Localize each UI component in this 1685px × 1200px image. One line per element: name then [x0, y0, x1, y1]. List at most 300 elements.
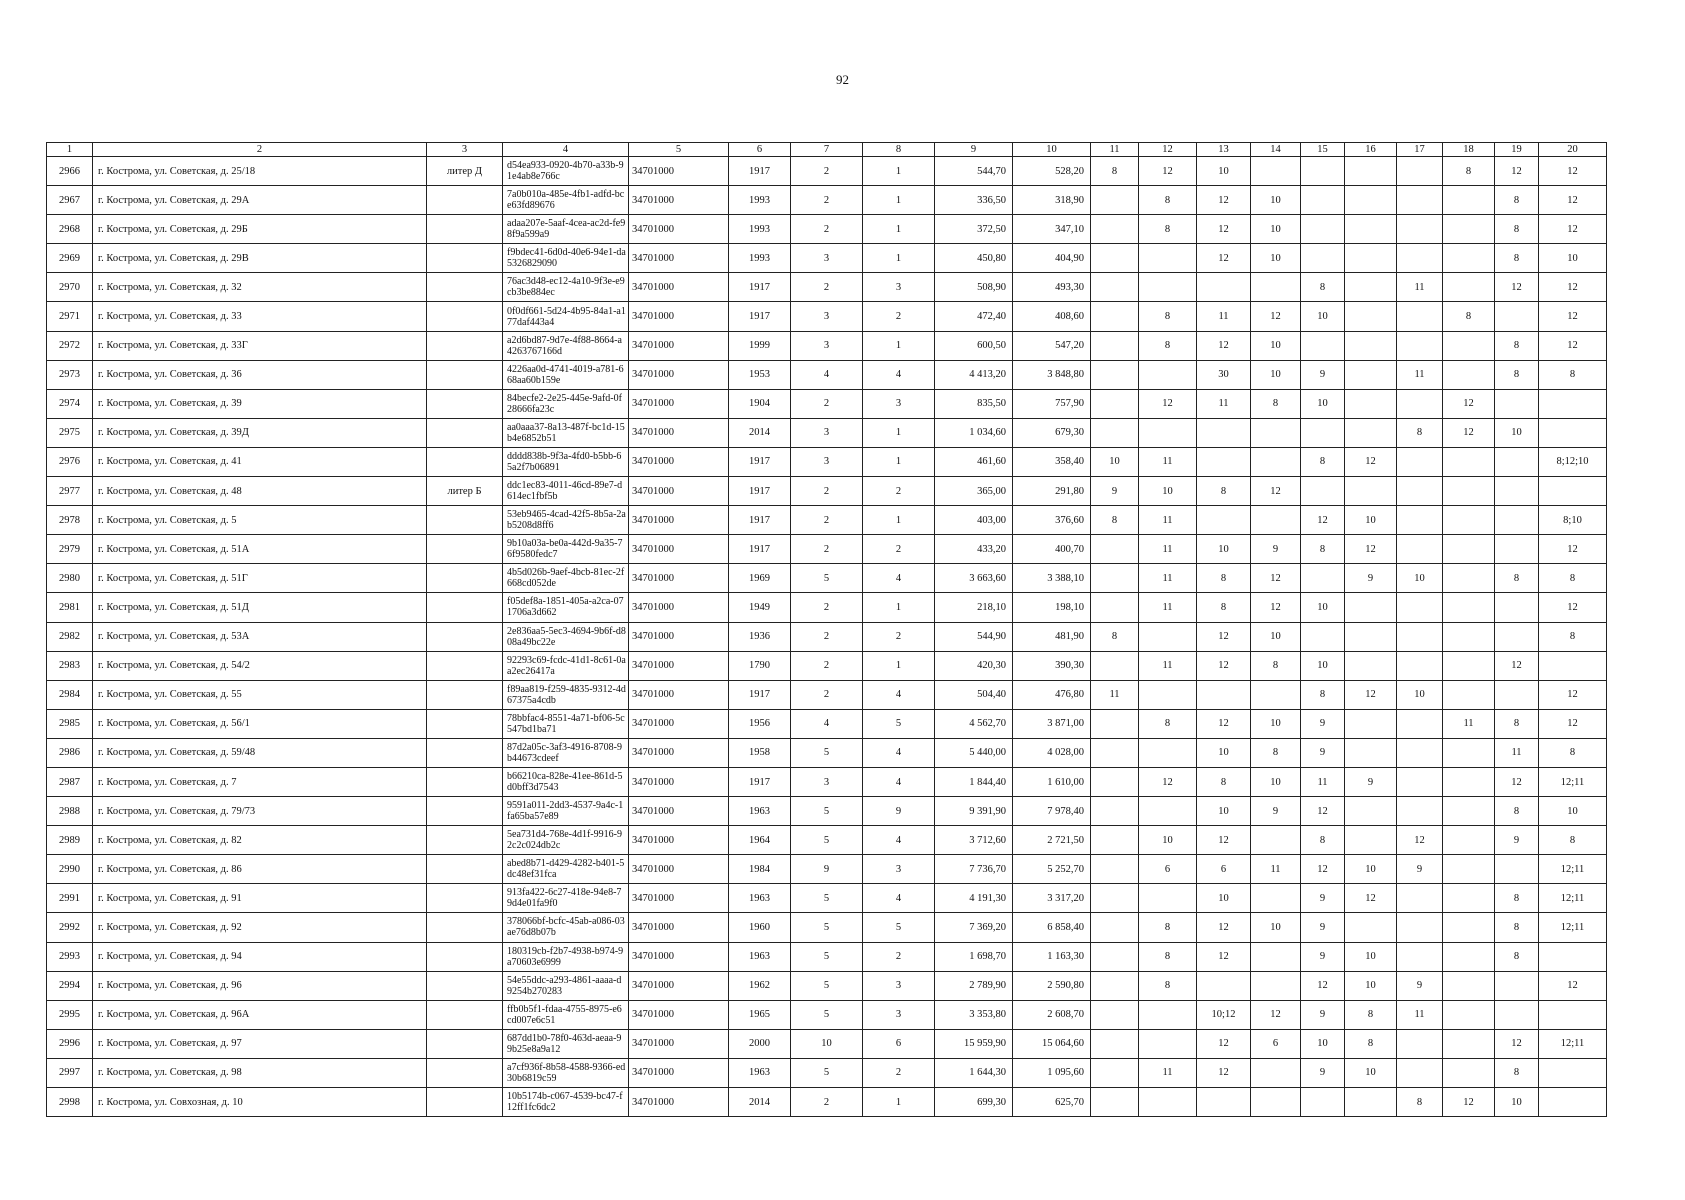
table-cell-col-1: 2996 [47, 1029, 93, 1058]
table-cell-col-17 [1397, 797, 1443, 826]
table-cell-col-10: 493,30 [1013, 273, 1091, 302]
column-header-6: 6 [729, 143, 791, 157]
table-cell-col-8: 3 [863, 971, 935, 1000]
table-cell-col-11 [1091, 913, 1139, 942]
table-cell-col-7: 10 [791, 1029, 863, 1058]
table-cell-col-16: 9 [1345, 767, 1397, 796]
column-header-11: 11 [1091, 143, 1139, 157]
table-cell-col-17 [1397, 1029, 1443, 1058]
table-row [47, 331, 1607, 360]
table-cell-col-16 [1345, 709, 1397, 738]
table-cell-col-1: 2992 [47, 913, 93, 942]
table-cell-col-7: 2 [791, 215, 863, 244]
table-cell-col-8: 3 [863, 855, 935, 884]
table-cell-col-10: 15 064,60 [1013, 1029, 1091, 1058]
table-row [47, 244, 1607, 273]
table-cell-col-18 [1443, 593, 1495, 622]
table-cell-col-15: 10 [1301, 302, 1345, 331]
table-cell-col-16 [1345, 1088, 1397, 1117]
table-cell-col-15: 9 [1301, 1000, 1345, 1029]
table-cell-col-9: 1 034,60 [935, 418, 1013, 447]
table-cell-col-12: 11 [1139, 564, 1197, 593]
table-cell-col-8: 2 [863, 535, 935, 564]
table-cell-col-1: 2986 [47, 738, 93, 767]
table-cell-col-20: 8 [1539, 564, 1607, 593]
table-cell-col-8: 1 [863, 331, 935, 360]
table-cell-col-1: 2976 [47, 447, 93, 476]
table-cell-col-9: 4 191,30 [935, 884, 1013, 913]
table-cell-col-1: 2967 [47, 186, 93, 215]
table-cell-col-15 [1301, 157, 1345, 186]
table-cell-col-11: 8 [1091, 157, 1139, 186]
table-cell-col-19 [1495, 622, 1539, 651]
table-cell-col-6: 1969 [729, 564, 791, 593]
table-cell-col-6: 1964 [729, 826, 791, 855]
table-cell-col-20: 12 [1539, 157, 1607, 186]
table-cell-col-5: 34701000 [629, 593, 729, 622]
table-cell-col-15 [1301, 215, 1345, 244]
table-cell-col-17 [1397, 913, 1443, 942]
table-cell-col-2: г. Кострома, ул. Советская, д. 51А [93, 535, 427, 564]
column-header-20: 20 [1539, 143, 1607, 157]
table-cell-col-16 [1345, 913, 1397, 942]
table-cell-col-20 [1539, 477, 1607, 506]
table-cell-col-17 [1397, 157, 1443, 186]
table-cell-col-4: 10b5174b-c067-4539-bc47-f12ff1fc6dc2 [503, 1088, 629, 1117]
table-cell-col-2: г. Кострома, ул. Советская, д. 91 [93, 884, 427, 913]
table-cell-col-19: 8 [1495, 244, 1539, 273]
table-cell-col-1: 2991 [47, 884, 93, 913]
table-cell-col-3: литер Д [427, 157, 503, 186]
table-cell-col-2: г. Кострома, ул. Советская, д. 94 [93, 942, 427, 971]
table-cell-col-11 [1091, 1000, 1139, 1029]
table-cell-col-10: 318,90 [1013, 186, 1091, 215]
table-cell-col-14 [1251, 942, 1301, 971]
table-cell-col-16 [1345, 331, 1397, 360]
table-cell-col-13: 12 [1197, 244, 1251, 273]
table-cell-col-3 [427, 1058, 503, 1087]
table-row [47, 913, 1607, 942]
table-cell-col-19: 8 [1495, 1058, 1539, 1087]
table-cell-col-6: 2000 [729, 1029, 791, 1058]
table-cell-col-14 [1251, 826, 1301, 855]
table-cell-col-8: 2 [863, 477, 935, 506]
table-cell-col-19: 8 [1495, 360, 1539, 389]
table-cell-col-20 [1539, 1088, 1607, 1117]
table-cell-col-5: 34701000 [629, 273, 729, 302]
table-cell-col-17 [1397, 738, 1443, 767]
table-cell-col-2: г. Кострома, ул. Советская, д. 29Б [93, 215, 427, 244]
table-cell-col-3 [427, 302, 503, 331]
table-cell-col-7: 5 [791, 913, 863, 942]
table-cell-col-3 [427, 215, 503, 244]
table-cell-col-11 [1091, 564, 1139, 593]
table-cell-col-10: 6 858,40 [1013, 913, 1091, 942]
table-cell-col-4: 913fa422-6c27-418e-94e8-79d4e01fa9f0 [503, 884, 629, 913]
table-cell-col-9: 372,50 [935, 215, 1013, 244]
table-row [47, 622, 1607, 651]
table-cell-col-3 [427, 738, 503, 767]
table-cell-col-11 [1091, 273, 1139, 302]
table-cell-col-12: 11 [1139, 447, 1197, 476]
table-cell-col-2: г. Кострома, ул. Советская, д. 53А [93, 622, 427, 651]
table-cell-col-16 [1345, 738, 1397, 767]
table-cell-col-7: 5 [791, 1000, 863, 1029]
table-cell-col-20: 12 [1539, 215, 1607, 244]
table-cell-col-15 [1301, 477, 1345, 506]
table-cell-col-7: 2 [791, 680, 863, 709]
table-cell-col-12 [1139, 418, 1197, 447]
table-cell-col-3 [427, 971, 503, 1000]
table-cell-col-17: 11 [1397, 1000, 1443, 1029]
table-cell-col-12: 11 [1139, 651, 1197, 680]
table-cell-col-12 [1139, 360, 1197, 389]
table-cell-col-20: 12;11 [1539, 884, 1607, 913]
table-cell-col-6: 1917 [729, 506, 791, 535]
table-cell-col-7: 3 [791, 302, 863, 331]
table-cell-col-1: 2985 [47, 709, 93, 738]
table-cell-col-16 [1345, 477, 1397, 506]
table-cell-col-17: 10 [1397, 564, 1443, 593]
table-cell-col-13: 12 [1197, 331, 1251, 360]
table-cell-col-9: 4 562,70 [935, 709, 1013, 738]
table-cell-col-20: 12 [1539, 680, 1607, 709]
table-cell-col-8: 4 [863, 826, 935, 855]
table-row [47, 157, 1607, 186]
table-cell-col-12: 12 [1139, 389, 1197, 418]
table-cell-col-16: 12 [1345, 447, 1397, 476]
column-header-10: 10 [1013, 143, 1091, 157]
table-cell-col-2: г. Кострома, ул. Советская, д. 51Г [93, 564, 427, 593]
table-cell-col-2: г. Кострома, ул. Советская, д. 39 [93, 389, 427, 418]
table-cell-col-7: 2 [791, 535, 863, 564]
table-cell-col-16: 12 [1345, 535, 1397, 564]
table-cell-col-5: 34701000 [629, 186, 729, 215]
table-cell-col-14 [1251, 447, 1301, 476]
table-cell-col-18 [1443, 826, 1495, 855]
table-cell-col-5: 34701000 [629, 244, 729, 273]
table-cell-col-2: г. Кострома, ул. Советская, д. 96 [93, 971, 427, 1000]
table-row [47, 1088, 1607, 1117]
table-cell-col-10: 1 095,60 [1013, 1058, 1091, 1087]
table-cell-col-19: 12 [1495, 1029, 1539, 1058]
table-cell-col-10: 347,10 [1013, 215, 1091, 244]
table-cell-col-12 [1139, 1088, 1197, 1117]
table-cell-col-7: 2 [791, 273, 863, 302]
table-cell-col-11 [1091, 418, 1139, 447]
table-cell-col-15: 9 [1301, 1058, 1345, 1087]
table-cell-col-5: 34701000 [629, 738, 729, 767]
table-cell-col-6: 1949 [729, 593, 791, 622]
table-row [47, 564, 1607, 593]
table-row [47, 360, 1607, 389]
table-cell-col-19: 8 [1495, 797, 1539, 826]
table-cell-col-14 [1251, 1058, 1301, 1087]
table-cell-col-20: 12 [1539, 302, 1607, 331]
table-cell-col-15: 8 [1301, 273, 1345, 302]
table-cell-col-12: 8 [1139, 331, 1197, 360]
table-cell-col-14: 10 [1251, 331, 1301, 360]
table-cell-col-20: 8 [1539, 622, 1607, 651]
table-cell-col-1: 2989 [47, 826, 93, 855]
table-cell-col-8: 3 [863, 389, 935, 418]
table-cell-col-17: 10 [1397, 680, 1443, 709]
table-cell-col-5: 34701000 [629, 1058, 729, 1087]
table-cell-col-6: 1936 [729, 622, 791, 651]
table-cell-col-18 [1443, 447, 1495, 476]
table-cell-col-3 [427, 593, 503, 622]
table-cell-col-4: 78bbfac4-8551-4a71-bf06-5c547bd1ba71 [503, 709, 629, 738]
table-cell-col-8: 1 [863, 157, 935, 186]
table-cell-col-1: 2975 [47, 418, 93, 447]
table-cell-col-17 [1397, 447, 1443, 476]
table-cell-col-10: 2 721,50 [1013, 826, 1091, 855]
table-cell-col-11 [1091, 1029, 1139, 1058]
table-cell-col-12: 8 [1139, 709, 1197, 738]
table-cell-col-8: 4 [863, 767, 935, 796]
table-cell-col-18: 12 [1443, 418, 1495, 447]
table-cell-col-4: adaa207e-5aaf-4cea-ac2d-fe98f9a599a9 [503, 215, 629, 244]
table-cell-col-11 [1091, 331, 1139, 360]
table-cell-col-1: 2990 [47, 855, 93, 884]
table-cell-col-13 [1197, 1088, 1251, 1117]
table-cell-col-9: 336,50 [935, 186, 1013, 215]
table-cell-col-14: 10 [1251, 767, 1301, 796]
table-cell-col-17 [1397, 942, 1443, 971]
table-cell-col-9: 835,50 [935, 389, 1013, 418]
table-cell-col-15 [1301, 331, 1345, 360]
table-cell-col-20: 8 [1539, 360, 1607, 389]
table-cell-col-20: 12 [1539, 709, 1607, 738]
table-cell-col-2: г. Кострома, ул. Советская, д. 29А [93, 186, 427, 215]
table-cell-col-10: 3 317,20 [1013, 884, 1091, 913]
table-row [47, 767, 1607, 796]
table-cell-col-14: 10 [1251, 215, 1301, 244]
table-cell-col-18 [1443, 564, 1495, 593]
table-cell-col-7: 5 [791, 942, 863, 971]
table-cell-col-10: 291,80 [1013, 477, 1091, 506]
table-cell-col-9: 7 736,70 [935, 855, 1013, 884]
table-cell-col-13 [1197, 680, 1251, 709]
table-cell-col-6: 1960 [729, 913, 791, 942]
table-cell-col-17 [1397, 389, 1443, 418]
table-cell-col-18 [1443, 1058, 1495, 1087]
table-cell-col-1: 2993 [47, 942, 93, 971]
table-row [47, 651, 1607, 680]
table-cell-col-5: 34701000 [629, 767, 729, 796]
table-cell-col-14 [1251, 506, 1301, 535]
table-cell-col-7: 3 [791, 418, 863, 447]
table-cell-col-17: 8 [1397, 1088, 1443, 1117]
table-cell-col-13: 10 [1197, 884, 1251, 913]
table-cell-col-3 [427, 506, 503, 535]
table-cell-col-4: 5ea731d4-768e-4d1f-9916-92c2c024db2c [503, 826, 629, 855]
table-cell-col-8: 1 [863, 215, 935, 244]
table-cell-col-12: 8 [1139, 913, 1197, 942]
table-cell-col-10: 3 388,10 [1013, 564, 1091, 593]
table-cell-col-10: 476,80 [1013, 680, 1091, 709]
table-row [47, 971, 1607, 1000]
table-cell-col-18 [1443, 738, 1495, 767]
table-cell-col-3 [427, 680, 503, 709]
table-cell-col-10: 1 163,30 [1013, 942, 1091, 971]
table-cell-col-8: 1 [863, 418, 935, 447]
table-cell-col-1: 2988 [47, 797, 93, 826]
table-cell-col-17 [1397, 622, 1443, 651]
table-cell-col-14: 10 [1251, 913, 1301, 942]
table-cell-col-5: 34701000 [629, 157, 729, 186]
table-cell-col-20 [1539, 651, 1607, 680]
table-cell-col-10: 528,20 [1013, 157, 1091, 186]
table-cell-col-18 [1443, 651, 1495, 680]
table-cell-col-4: ffb0b5f1-fdaa-4755-8975-e6cd007e6c51 [503, 1000, 629, 1029]
table-cell-col-2: г. Кострома, ул. Советская, д. 36 [93, 360, 427, 389]
table-cell-col-10: 2 590,80 [1013, 971, 1091, 1000]
table-cell-col-20 [1539, 418, 1607, 447]
table-cell-col-10: 400,70 [1013, 535, 1091, 564]
table-cell-col-10: 390,30 [1013, 651, 1091, 680]
table-cell-col-12: 11 [1139, 1058, 1197, 1087]
table-cell-col-14: 12 [1251, 302, 1301, 331]
table-cell-col-16 [1345, 418, 1397, 447]
table-cell-col-19: 10 [1495, 418, 1539, 447]
table-row [47, 884, 1607, 913]
table-cell-col-16 [1345, 157, 1397, 186]
table-cell-col-17: 11 [1397, 273, 1443, 302]
table-cell-col-3 [427, 1000, 503, 1029]
table-cell-col-16 [1345, 389, 1397, 418]
table-cell-col-3 [427, 564, 503, 593]
table-cell-col-17 [1397, 767, 1443, 796]
table-cell-col-12: 12 [1139, 767, 1197, 796]
table-cell-col-4: d54ea933-0920-4b70-a33b-91e4ab8e766c [503, 157, 629, 186]
table-cell-col-8: 1 [863, 447, 935, 476]
table-cell-col-19 [1495, 447, 1539, 476]
table-cell-col-11 [1091, 767, 1139, 796]
table-cell-col-9: 450,80 [935, 244, 1013, 273]
table-cell-col-13: 12 [1197, 622, 1251, 651]
table-cell-col-5: 34701000 [629, 506, 729, 535]
table-cell-col-13: 10 [1197, 535, 1251, 564]
table-cell-col-11 [1091, 709, 1139, 738]
table-cell-col-7: 3 [791, 244, 863, 273]
table-row [47, 1058, 1607, 1087]
table-cell-col-20: 12 [1539, 331, 1607, 360]
table-cell-col-1: 2994 [47, 971, 93, 1000]
table-cell-col-20: 8 [1539, 738, 1607, 767]
table-cell-col-5: 34701000 [629, 942, 729, 971]
table-cell-col-18 [1443, 680, 1495, 709]
table-cell-col-6: 1956 [729, 709, 791, 738]
table-cell-col-18 [1443, 506, 1495, 535]
table-cell-col-17 [1397, 302, 1443, 331]
table-cell-col-11: 9 [1091, 477, 1139, 506]
table-cell-col-7: 5 [791, 797, 863, 826]
table-cell-col-15: 12 [1301, 855, 1345, 884]
table-cell-col-7: 3 [791, 767, 863, 796]
table-cell-col-15: 8 [1301, 447, 1345, 476]
table-cell-col-5: 34701000 [629, 447, 729, 476]
table-cell-col-4: abed8b71-d429-4282-b401-5dc48ef31fca [503, 855, 629, 884]
table-cell-col-13: 11 [1197, 389, 1251, 418]
table-cell-col-7: 2 [791, 593, 863, 622]
table-cell-col-11 [1091, 186, 1139, 215]
table-cell-col-18: 8 [1443, 157, 1495, 186]
table-row [47, 680, 1607, 709]
column-header-18: 18 [1443, 143, 1495, 157]
table-cell-col-3 [427, 913, 503, 942]
table-cell-col-4: 87d2a05c-3af3-4916-8708-9b44673cdeef [503, 738, 629, 767]
table-cell-col-5: 34701000 [629, 709, 729, 738]
table-cell-col-11 [1091, 215, 1139, 244]
table-cell-col-10: 625,70 [1013, 1088, 1091, 1117]
table-cell-col-15 [1301, 186, 1345, 215]
table-cell-col-4: aa0aaa37-8a13-487f-bc1d-15b4e6852b51 [503, 418, 629, 447]
table-row [47, 186, 1607, 215]
table-cell-col-14: 12 [1251, 477, 1301, 506]
table-cell-col-11: 11 [1091, 680, 1139, 709]
table-cell-col-19 [1495, 389, 1539, 418]
table-cell-col-17 [1397, 215, 1443, 244]
table-cell-col-20: 12 [1539, 186, 1607, 215]
table-cell-col-18: 11 [1443, 709, 1495, 738]
table-cell-col-14: 12 [1251, 1000, 1301, 1029]
table-cell-col-7: 2 [791, 651, 863, 680]
table-cell-col-19 [1495, 535, 1539, 564]
table-cell-col-20: 12 [1539, 593, 1607, 622]
table-cell-col-12 [1139, 738, 1197, 767]
table-row [47, 215, 1607, 244]
table-row [47, 389, 1607, 418]
table-cell-col-9: 420,30 [935, 651, 1013, 680]
table-cell-col-9: 544,90 [935, 622, 1013, 651]
table-cell-col-19: 8 [1495, 564, 1539, 593]
table-cell-col-10: 2 608,70 [1013, 1000, 1091, 1029]
table-cell-col-17: 8 [1397, 418, 1443, 447]
table-cell-col-2: г. Кострома, ул. Совхозная, д. 10 [93, 1088, 427, 1117]
table-cell-col-10: 679,30 [1013, 418, 1091, 447]
table-cell-col-18 [1443, 273, 1495, 302]
table-cell-col-11 [1091, 826, 1139, 855]
table-cell-col-15: 10 [1301, 389, 1345, 418]
table-cell-col-20 [1539, 1000, 1607, 1029]
table-cell-col-18 [1443, 186, 1495, 215]
table-cell-col-4: 84becfe2-2e25-445e-9afd-0f28666fa23c [503, 389, 629, 418]
table-cell-col-14 [1251, 273, 1301, 302]
table-cell-col-18 [1443, 360, 1495, 389]
table-cell-col-1: 2982 [47, 622, 93, 651]
table-cell-col-2: г. Кострома, ул. Советская, д. 98 [93, 1058, 427, 1087]
table-cell-col-1: 2974 [47, 389, 93, 418]
table-cell-col-20: 12;11 [1539, 1029, 1607, 1058]
table-row [47, 738, 1607, 767]
table-cell-col-19: 10 [1495, 1088, 1539, 1117]
table-cell-col-10: 3 871,00 [1013, 709, 1091, 738]
table-cell-col-4: 92293c69-fcdc-41d1-8c61-0aa2ec26417a [503, 651, 629, 680]
table-cell-col-17 [1397, 244, 1443, 273]
table-cell-col-6: 1963 [729, 884, 791, 913]
table-cell-col-9: 504,40 [935, 680, 1013, 709]
table-cell-col-2: г. Кострома, ул. Советская, д. 32 [93, 273, 427, 302]
table-cell-col-5: 34701000 [629, 389, 729, 418]
table-cell-col-14: 12 [1251, 593, 1301, 622]
table-cell-col-14: 9 [1251, 535, 1301, 564]
table-cell-col-4: f05def8a-1851-405a-a2ca-071706a3d662 [503, 593, 629, 622]
table-cell-col-3 [427, 360, 503, 389]
table-cell-col-4: a7cf936f-8b58-4588-9366-ed30b6819c59 [503, 1058, 629, 1087]
page-number: 92 [836, 72, 849, 87]
table-cell-col-9: 461,60 [935, 447, 1013, 476]
